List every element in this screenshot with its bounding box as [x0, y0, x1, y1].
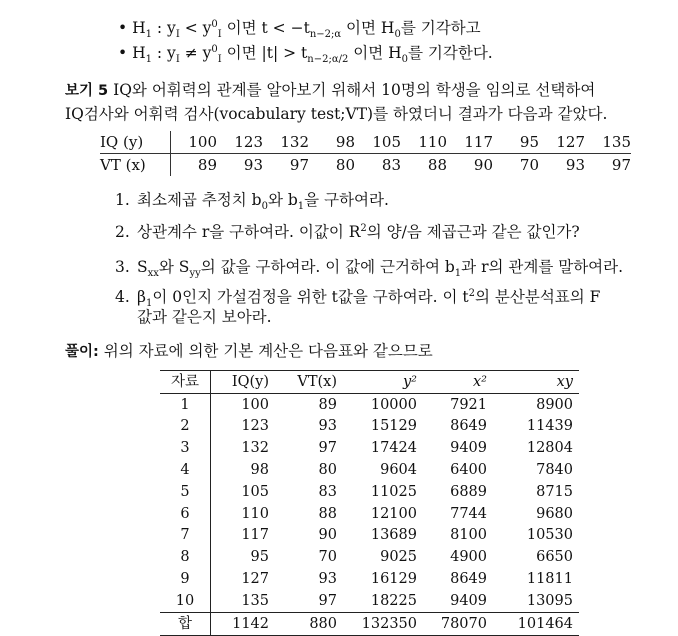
table-row	[160, 393, 579, 415]
table-cell: 10000	[370, 396, 417, 413]
bullet-item	[118, 43, 493, 66]
table-cell: 83	[381, 156, 401, 174]
table-cell: 17424	[370, 440, 417, 457]
table-cell: 10530	[526, 527, 573, 544]
text-part: 와 S	[158, 258, 190, 276]
table-cell: 6400	[450, 462, 487, 479]
bullet-icon: •	[118, 19, 133, 37]
table-cell: 98	[309, 131, 355, 154]
table-cell: 10	[160, 590, 211, 612]
table-cell: VT(x)	[275, 371, 343, 394]
table-row	[100, 154, 631, 177]
table-cell: 110	[241, 505, 269, 522]
table-row	[160, 503, 579, 525]
table-cell: 8	[160, 546, 211, 568]
table-cell: 6889	[450, 483, 487, 500]
table-cell: 8900	[536, 396, 573, 413]
table-cell: 8649	[450, 418, 487, 435]
text-part: 1.	[115, 191, 130, 209]
table-cell: 97	[318, 440, 337, 457]
table-cell: 98	[250, 462, 269, 479]
table-cell: 80	[335, 156, 355, 174]
table-row	[100, 131, 631, 154]
table-cell: 4	[160, 459, 211, 481]
text-part: H	[132, 19, 146, 37]
example-label: 보기 5	[65, 83, 109, 99]
table-row	[160, 612, 579, 635]
table-cell: 127	[539, 131, 585, 154]
text-part: : y	[151, 19, 176, 37]
table-cell: 135	[241, 592, 269, 609]
question-item	[115, 222, 580, 242]
table-cell: 자료	[160, 371, 211, 394]
text-part: n−2;α/2	[307, 54, 349, 66]
text-part: H	[132, 44, 146, 62]
text-part: 0	[261, 201, 268, 213]
table-cell: 135	[585, 131, 631, 154]
text-part: 1	[454, 268, 462, 280]
text-part: 값과 같은지 보아라.	[137, 308, 272, 326]
table-cell: IQ(y)	[211, 371, 276, 394]
table-cell: 11811	[526, 571, 573, 588]
table-cell: 117	[447, 131, 493, 154]
table-row	[160, 459, 579, 481]
table-cell: 9680	[536, 505, 573, 522]
table-cell: 100	[171, 131, 218, 154]
solution-line: 풀이: 위의 자료에 의한 기본 계산은 다음표와 같으므로	[65, 342, 433, 360]
table-cell: 13689	[370, 527, 417, 544]
table-cell: 7921	[450, 396, 487, 413]
text-part: 1	[297, 201, 305, 213]
table-cell: 90	[318, 527, 337, 544]
text-part: 0	[211, 43, 218, 55]
text-part: β	[137, 288, 146, 306]
table-cell: 117	[241, 527, 269, 544]
table-cell: 15129	[370, 418, 417, 435]
table-cell: 12804	[526, 440, 573, 457]
table-row	[160, 481, 579, 503]
text-part: 4.	[115, 288, 130, 306]
text-part: 2	[468, 287, 475, 299]
text-part: S	[137, 258, 148, 276]
text-part: I	[175, 29, 180, 41]
table-cell: 1142	[211, 612, 276, 635]
text-part: < y	[179, 19, 212, 37]
table-cell: 100	[241, 396, 269, 413]
table-row	[160, 568, 579, 590]
bullet-item	[118, 18, 481, 41]
table-cell: 132	[241, 440, 269, 457]
table-row	[160, 590, 579, 612]
text-part: n−2;α	[309, 29, 342, 41]
table-cell: 9025	[380, 549, 417, 566]
table-row	[160, 437, 579, 459]
text-part: 1	[145, 54, 152, 66]
table-cell: 105	[355, 131, 401, 154]
table-cell: 97	[318, 592, 337, 609]
text-part: 를 기각하고	[400, 19, 481, 37]
table-cell: 16129	[370, 571, 417, 588]
question-item	[115, 287, 600, 327]
text-part: 의 양/음 제곱근과 같은 값인가?	[366, 223, 580, 241]
text-part: 2.	[115, 223, 130, 241]
table-row	[160, 416, 579, 438]
table-cell: 123	[217, 131, 263, 154]
table-cell: 89	[318, 396, 337, 413]
table-cell: 89	[197, 156, 217, 174]
table-cell: 83	[318, 483, 337, 500]
text-part: 최소제곱 추정치 b	[137, 191, 262, 209]
example-line-1: 보기 5 IQ와 어휘력의 관계를 알아보기 위해서 10명의 학생을 임의로 선택하여	[65, 81, 596, 99]
table-cell: 132	[263, 131, 309, 154]
table-cell: 2	[160, 416, 211, 438]
text-part: xx	[147, 268, 159, 280]
table-cell: 105	[241, 483, 269, 500]
table-cell: 97	[289, 156, 309, 174]
text-part: 을 구하여라.	[304, 191, 389, 209]
table-cell: x²	[423, 371, 493, 394]
text-part: I	[217, 54, 222, 66]
table-cell: xy	[493, 371, 579, 394]
text-part: 이면 H	[341, 19, 395, 37]
table-cell: 12100	[370, 505, 417, 522]
table-cell: 93	[565, 156, 585, 174]
table-cell: 18225	[370, 592, 417, 609]
table-cell: 9409	[450, 440, 487, 457]
table-cell: 70	[318, 549, 337, 566]
table-cell: y²	[343, 371, 423, 394]
table-cell: 95	[250, 549, 269, 566]
text-part: I	[175, 54, 180, 66]
text-part: 의 분산분석표의 F	[475, 288, 601, 306]
text-part: 1	[145, 29, 152, 41]
table-cell: 97	[611, 156, 631, 174]
text-part: 2	[360, 222, 367, 234]
text-part: : y	[151, 44, 176, 62]
bullet-icon: •	[118, 44, 133, 62]
data-table	[100, 131, 631, 176]
table-cell: 9	[160, 568, 211, 590]
table-cell: 13095	[526, 592, 573, 609]
table-cell: 8100	[450, 527, 487, 544]
table-cell: 7744	[450, 505, 487, 522]
table-cell: 5	[160, 481, 211, 503]
table-cell: 78070	[423, 612, 493, 635]
table-cell: 1	[160, 393, 211, 415]
text-part: I	[217, 29, 222, 41]
table-row	[160, 525, 579, 547]
table-cell: 88	[427, 156, 447, 174]
text-part: 0	[401, 54, 409, 66]
table-cell: 9604	[380, 462, 417, 479]
text-part: 과 r의 관계를 말하여라.	[461, 258, 624, 276]
table-cell: 95	[493, 131, 539, 154]
table-cell: 123	[241, 418, 269, 435]
text-part: ≠ y	[179, 44, 212, 62]
table-cell: 8715	[536, 483, 573, 500]
table-cell: 93	[318, 418, 337, 435]
text-part: yy	[189, 268, 201, 280]
table-cell: 3	[160, 437, 211, 459]
text-part: 0	[211, 18, 218, 30]
table-cell: 8649	[450, 571, 487, 588]
row-label: IQ (y)	[100, 131, 171, 154]
question-item	[115, 190, 389, 213]
table-cell: 90	[473, 156, 493, 174]
text-part: 의 값을 구하여라. 이 값에 근거하여 b	[200, 258, 455, 276]
text-part: 이면 t < −t	[221, 19, 310, 37]
table-cell: 11025	[370, 483, 417, 500]
text-part: 0	[394, 29, 401, 41]
solution-label: 풀이:	[65, 344, 99, 360]
text-part: 1	[145, 298, 153, 310]
table-cell: 88	[318, 505, 337, 522]
table-cell: 70	[519, 156, 539, 174]
table-cell: 93	[318, 571, 337, 588]
table-row	[160, 546, 579, 568]
table-cell: 7840	[536, 462, 573, 479]
calc-table	[160, 370, 579, 636]
example-line-2: IQ검사와 어휘력 검사(vocabulary test;VT)를 하였더니 결과가 다음과 같았다.	[65, 105, 608, 123]
text-part: 이면 H	[348, 44, 402, 62]
table-cell: 6	[160, 503, 211, 525]
table-cell: 880	[275, 612, 343, 635]
table-cell: 11439	[526, 418, 573, 435]
table-cell: 합	[160, 612, 211, 635]
question-item	[115, 257, 624, 280]
text-part: 이 0인지 가설검정을 위한 t값을 구하여라. 이 t	[152, 288, 469, 306]
table-row	[160, 371, 579, 394]
table-cell: 6650	[536, 549, 573, 566]
table-cell: 9409	[450, 592, 487, 609]
text-part: 상관계수 r을 구하여라. 이값이 R	[137, 223, 361, 241]
table-cell: 132350	[343, 612, 423, 635]
table-cell: 101464	[493, 612, 579, 635]
table-cell: 127	[241, 571, 269, 588]
table-cell: 93	[243, 156, 263, 174]
table-cell: 4900	[450, 549, 487, 566]
text-part: 를 기각한다.	[408, 44, 493, 62]
text-part: 와 b	[267, 191, 298, 209]
text-part: 이면 |t| > t	[221, 44, 308, 62]
table-cell: 80	[318, 462, 337, 479]
table-cell: 7	[160, 525, 211, 547]
table-cell: 110	[401, 131, 447, 154]
text-part: 3.	[115, 258, 130, 276]
row-label: VT (x)	[100, 154, 171, 177]
